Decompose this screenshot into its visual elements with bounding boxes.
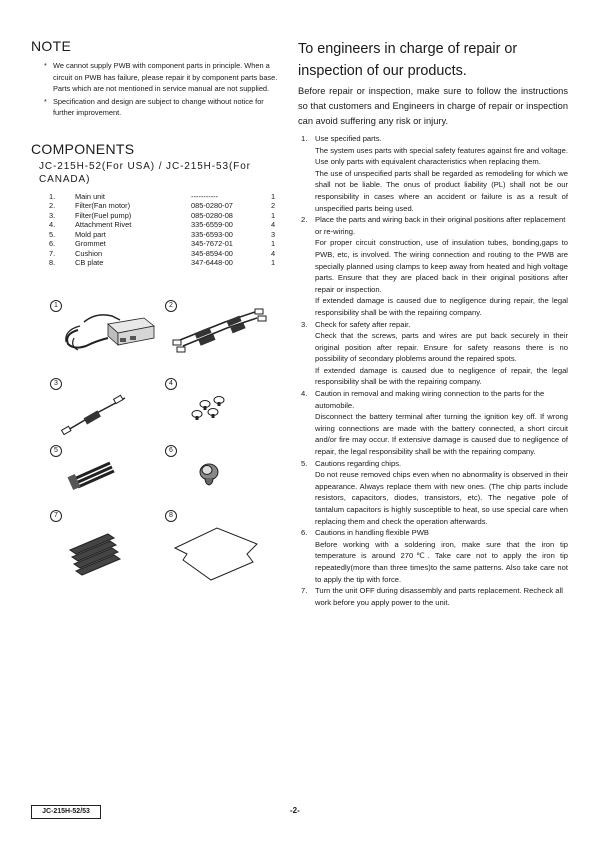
table-row: 1. Main unit ----------- 1 bbox=[49, 191, 276, 201]
figure-filter-fuel-pump bbox=[50, 378, 160, 438]
figure-number: 4 bbox=[165, 378, 177, 390]
instruction-item: 3. Check for safety after repair. Check that the screws, parts and wires are put back securely in their original position after repair. Ensure for safety reasons there is no possibility of secondary ploblems around the repaired spots. If extended damage is caused due to negligence of repair, the legal responsibility shall be with the repairing company. bbox=[301, 319, 568, 387]
figure-cb-plate bbox=[165, 510, 275, 585]
figure-number: 2 bbox=[165, 300, 177, 312]
figure-mold-part bbox=[50, 445, 160, 505]
figure-number: 8 bbox=[165, 510, 177, 522]
instruction-item: 2. Place the parts and wiring back in their original positions after replacement or re-wiring. For proper circuit construction, use of insulation tubes, bonding,gaps to PWB, etc, is involved. The wiring connection and routing to the PWB are specially planned using clamps to keep away from heated and high voltage parts. Ensure that they are placed back in their original positions after repair or inspection. If extended damage is caused due to negligence during repair, the legal responsibility shall be with the repairing company. bbox=[301, 215, 568, 317]
table-row: 4. Attachment Rivet 335-6559-00 4 bbox=[49, 220, 276, 229]
mold-part-drawing bbox=[50, 445, 160, 505]
figure-number: 5 bbox=[50, 445, 62, 457]
note-heading: NOTE bbox=[31, 38, 72, 54]
fuel-filter-drawing bbox=[50, 378, 160, 438]
figure-number: 1 bbox=[50, 300, 62, 312]
table-row: 5. Mold part 335-6593-00 3 bbox=[49, 229, 276, 239]
page-number: -2- bbox=[290, 806, 300, 815]
table-row: 6. Grommet 345-7672-01 1 bbox=[49, 239, 276, 248]
fan-filter-drawing bbox=[165, 300, 275, 360]
instruction-item: 4. Caution in removal and making wiring connection to the parts for the automobile. Disconnect the battery terminal after turning the ignition key off. If wrong wiring connections are made with the battery connected, a short circuit and/or fire may occur. If extensive damage is caused due to negligence of repair, the legal responsibility shall be with the repairing company. bbox=[301, 389, 568, 457]
table-row: 7. Cushion 345-8594-00 4 bbox=[49, 248, 276, 258]
note-item: * Specification and design are subject to change without notice for further improvement. bbox=[44, 96, 264, 117]
figure-grommet bbox=[165, 445, 275, 505]
figure-cushion bbox=[50, 510, 160, 585]
instruction-item: 7. Turn the unit OFF during disassembly and parts replacement. Recheck all work before you apply power to the unit. bbox=[301, 586, 563, 607]
table-row: 8. CB plate 347-6448-00 1 bbox=[49, 258, 276, 267]
figure-number: 3 bbox=[50, 378, 62, 390]
figure-main-unit bbox=[50, 300, 160, 360]
grommet-drawing bbox=[165, 445, 275, 505]
table-row: 3. Filter(Fuel pump) 085-0280-08 1 bbox=[49, 210, 276, 220]
table-row: 2. Filter(Fan motor) 085-0280-07 2 bbox=[49, 201, 276, 210]
main-unit-drawing bbox=[50, 300, 160, 360]
instruction-item: 5. Cautions regarding chips. Do not reuse removed chips even when no abnormality is observed in their appearance. Always replace them with new ones. (The chip parts include resistors, capacitors, diodes, transistors, etc). The negative pole of tantalum capacitors is highly susceptible to heat, so use special care when replacing them and check the operation afterwards. bbox=[301, 458, 568, 526]
note-item: * We cannot supply PWB with component parts in principle. When a circuit on PWB has failure, please repair it by component parts base. Parts which are not mentioned in service manual are not supplied. bbox=[44, 61, 278, 93]
footer-model-label: JC-215H-52/53 bbox=[31, 805, 101, 819]
rivet-drawing bbox=[165, 378, 275, 438]
parts-table bbox=[49, 192, 281, 268]
note-list bbox=[31, 60, 281, 119]
instruction-list bbox=[298, 133, 568, 608]
left-column bbox=[31, 38, 281, 268]
engineers-intro: Before repair or inspection, make sure to follow the instructions so that customers and Engineers in charge of repair or inspection can avoid suffering any risk or injury. bbox=[298, 86, 568, 126]
components-heading: COMPONENTS bbox=[31, 140, 135, 157]
asterisk-marker: * bbox=[44, 96, 47, 106]
figure-attachment-rivet bbox=[165, 378, 275, 438]
right-column bbox=[298, 38, 568, 608]
figure-filter-fan-motor bbox=[165, 300, 275, 360]
figure-number: 6 bbox=[165, 445, 177, 457]
instruction-item: 1. Use specified parts. The system uses parts with special safety features against fire and voltage. Use only parts with equivalent characteristics when replacing them. The use of unspecified parts shall be regarded as remodeling for which we shall not be liable. The onus of product liability (PL) shall not be our responsibility in cases where an accident or failure is as a result of unspecified parts being used. bbox=[301, 134, 568, 213]
cb-plate-drawing bbox=[165, 510, 275, 585]
figure-number: 7 bbox=[50, 510, 62, 522]
engineers-heading: To engineers in charge of repair or inspection of our products. bbox=[298, 41, 518, 79]
model-line: JC-215H-52(For USA) / JC-215H-53(For CANADA) bbox=[39, 160, 251, 185]
cushion-drawing bbox=[50, 510, 160, 585]
instruction-item: 6. Cautions in handling flexible PWB Before working with a soldering iron, make sure that the iron tip temperature is around 270℃. Take care not to apply the iron tip repeatedly(more than three times)to the same patterns. Also take care not to apply the tip with force. bbox=[301, 528, 568, 584]
asterisk-marker: * bbox=[44, 61, 47, 70]
